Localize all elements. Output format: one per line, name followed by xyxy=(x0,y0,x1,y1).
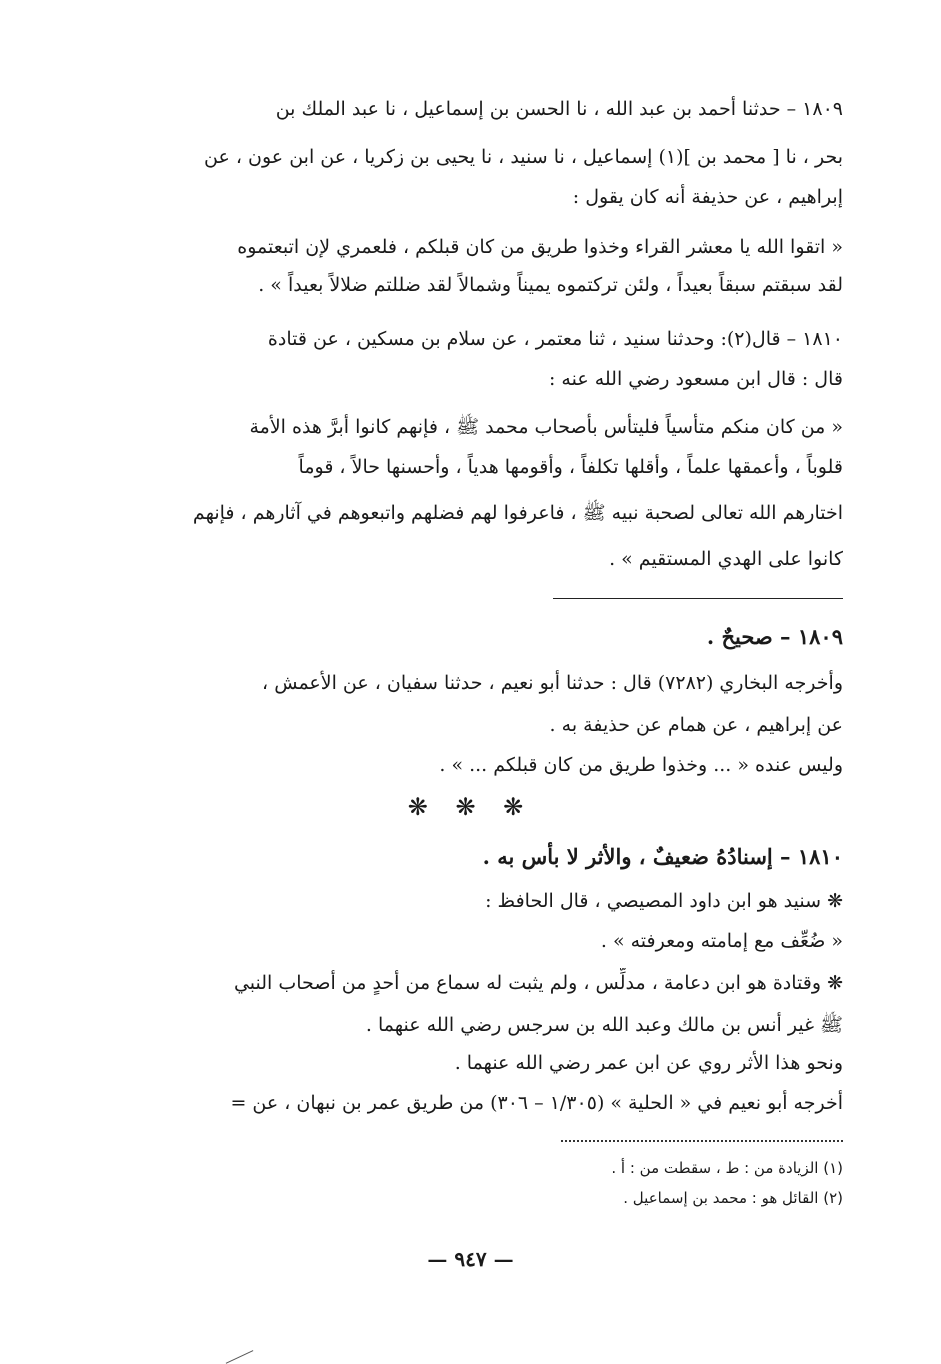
commentary-line: ❋ سنيد هو ابن داود المصيصي ، قال الحافظ : xyxy=(485,890,843,912)
commentary-line: ❋ وقتادة هو ابن دعامة ، مدلِّس ، ولم يثبت له سماع من أحدٍ من أصحاب النبي xyxy=(233,972,843,994)
text-line: اختارهم الله تعالى لصحبة نبيه ﷺ ، فاعرفوا لهم فضلهم واتبعوهم في آثارهم ، فإنهم xyxy=(192,502,843,524)
commentary-line: وأخرجه البخاري (٧٢٨٢) قال : حدثنا أبو نعيم ، حدثنا سفيان ، عن الأعمش ، xyxy=(262,672,843,694)
footnote-separator xyxy=(561,1140,843,1142)
stars-ornament: ❋ ❋ ❋ xyxy=(407,793,534,821)
commentary-line: ١٨٠٩ – صحيحٌ . xyxy=(706,624,843,649)
text-line: قال : قال ابن مسعود رضي الله عنه : xyxy=(548,368,843,390)
footnote-line: (١) الزيادة من : ط ، سقطت من : أ . xyxy=(611,1159,843,1177)
text-line: بحر ، نا [ محمد بن ](١) إسماعيل ، نا سنيد ، نا يحيى بن زكريا ، عن ابن عون ، عن xyxy=(204,146,843,168)
text-line: ١٨٠٩ – حدثنا أحمد بن عبد الله ، نا الحسن بن إسماعيل ، نا عبد الملك بن xyxy=(275,98,843,120)
text-line: « من كان منكم متأسياً فليتأس بأصحاب محمد ﷺ ، فإنهم كانوا أبرَّ هذه الأمة xyxy=(249,416,843,438)
text-line: كانوا على الهدي المستقيم » . xyxy=(609,548,843,570)
commentary-line: « ضُعِّف مع إمامته ومعرفته » . xyxy=(600,930,843,952)
commentary-line: عن إبراهيم ، عن همام عن حذيفة به . xyxy=(549,714,843,736)
footnote-line: (٢) القائل هو : محمد بن إسماعيل . xyxy=(623,1189,843,1207)
page-number: — ٩٤٧ — xyxy=(427,1247,514,1271)
text-line: قلوباً ، وأعمقها علماً ، وأقلها تكلفاً ، وأقومها هدياً ، وأحسنها حالاً ، قوماً xyxy=(298,456,843,478)
commentary-line: ونحو هذا الأثر روي عن ابن عمر رضي الله عنهما . xyxy=(454,1052,843,1074)
separator-line xyxy=(553,598,843,599)
pen-mark xyxy=(221,1339,254,1363)
text-line: لقد سبقتم سبقاً بعيداً ، ولئن تركتموه يميناً وشمالاً لقد ضللتم ضلالاً بعيداً » . xyxy=(258,274,843,296)
text-line: « اتقوا الله يا معشر القراء وخذوا طريق من كان قبلكم ، فلعمري لإن اتبعتموه xyxy=(237,236,843,258)
commentary-line: أخرجه أبو نعيم في « الحلية » (١/٣٠٥ – ٣٠٦) من طريق عمر بن نبهان ، عن = xyxy=(230,1092,843,1114)
commentary-line: ﷺ غير أنس بن مالك وعبد الله بن سرجس رضي الله عنهما . xyxy=(365,1014,843,1036)
commentary-line: ١٨١٠ – إسنادُهُ ضعيفٌ ، والأثر لا بأس به . xyxy=(482,844,843,869)
text-line: إبراهيم ، عن حذيفة أنه كان يقول : xyxy=(572,186,843,208)
commentary-line: وليس عنده « ... وخذوا طريق من كان قبلكم ... » . xyxy=(439,754,843,776)
text-line: ١٨١٠ – قال(٢): وحدثنا سنيد ، ثنا معتمر ، عن سلام بن مسكين ، عن قتادة xyxy=(267,328,843,350)
